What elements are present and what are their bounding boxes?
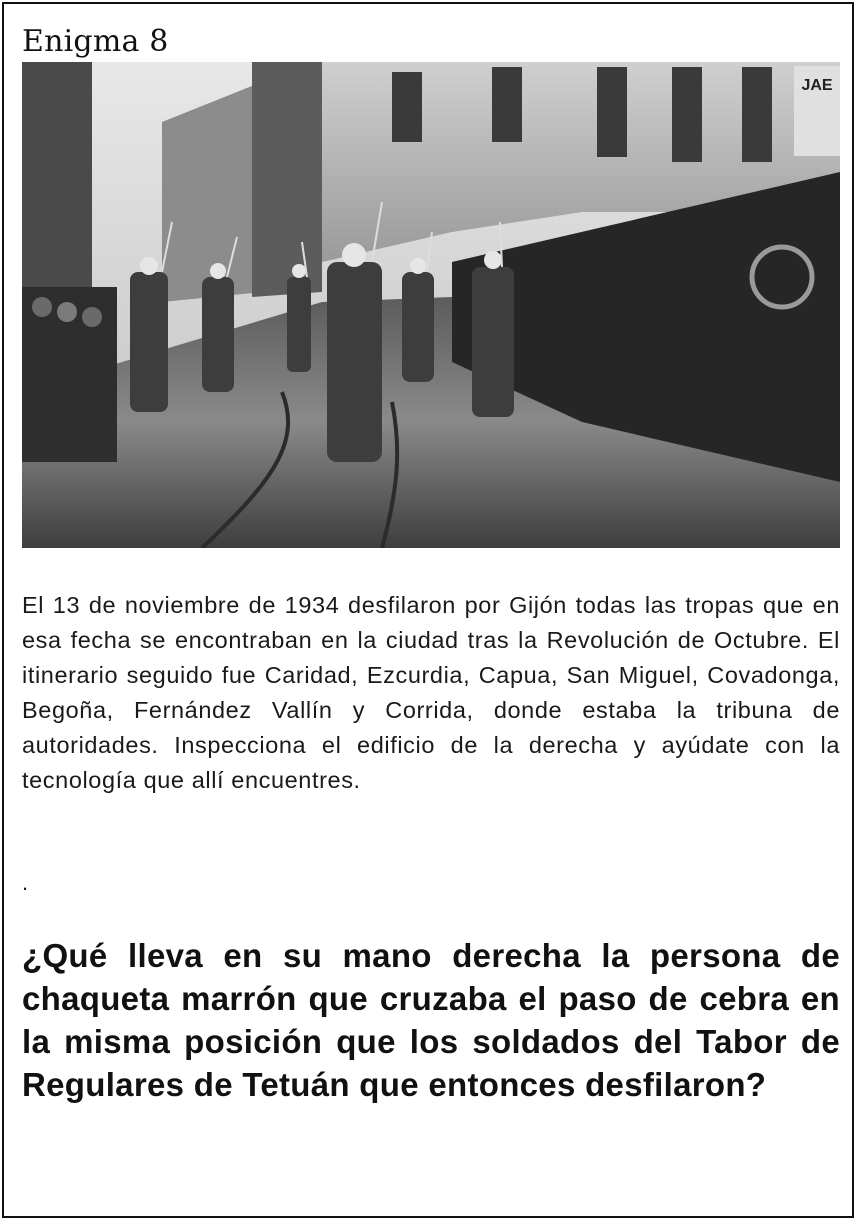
enigma-card bbox=[2, 2, 854, 1218]
enigma-title: Enigma 8 bbox=[22, 24, 169, 59]
left-building bbox=[22, 62, 92, 312]
enigma-description: El 13 de noviembre de 1934 desfilaron por Gijón todas las tropas que en esa fecha se encontraban en la ciudad tras la Revolución de Octubre. El itinerario seguido fue Caridad, Ezcurdia, Capua, San Miguel, Covadonga, Begoña, Fernández Vallín y Corrida, donde estaba la tribuna de autoridades. Inspecciona el edificio de la derecha y ayúdate con la tecnología que allí encuentres. bbox=[22, 592, 840, 793]
separator-dot: . bbox=[22, 870, 29, 895]
parade-photo-illustration bbox=[22, 62, 840, 548]
enigma-question: ¿Qué lleva en su mano derecha la persona de chaqueta marrón que cruzaba el paso de cebra en la misma posición que los soldados del Tabor de Regulares de Tetuán que entonces desfilaron? bbox=[22, 937, 840, 1103]
svg-text:JAE: JAE bbox=[801, 77, 833, 94]
historical-parade-photo bbox=[22, 62, 840, 548]
